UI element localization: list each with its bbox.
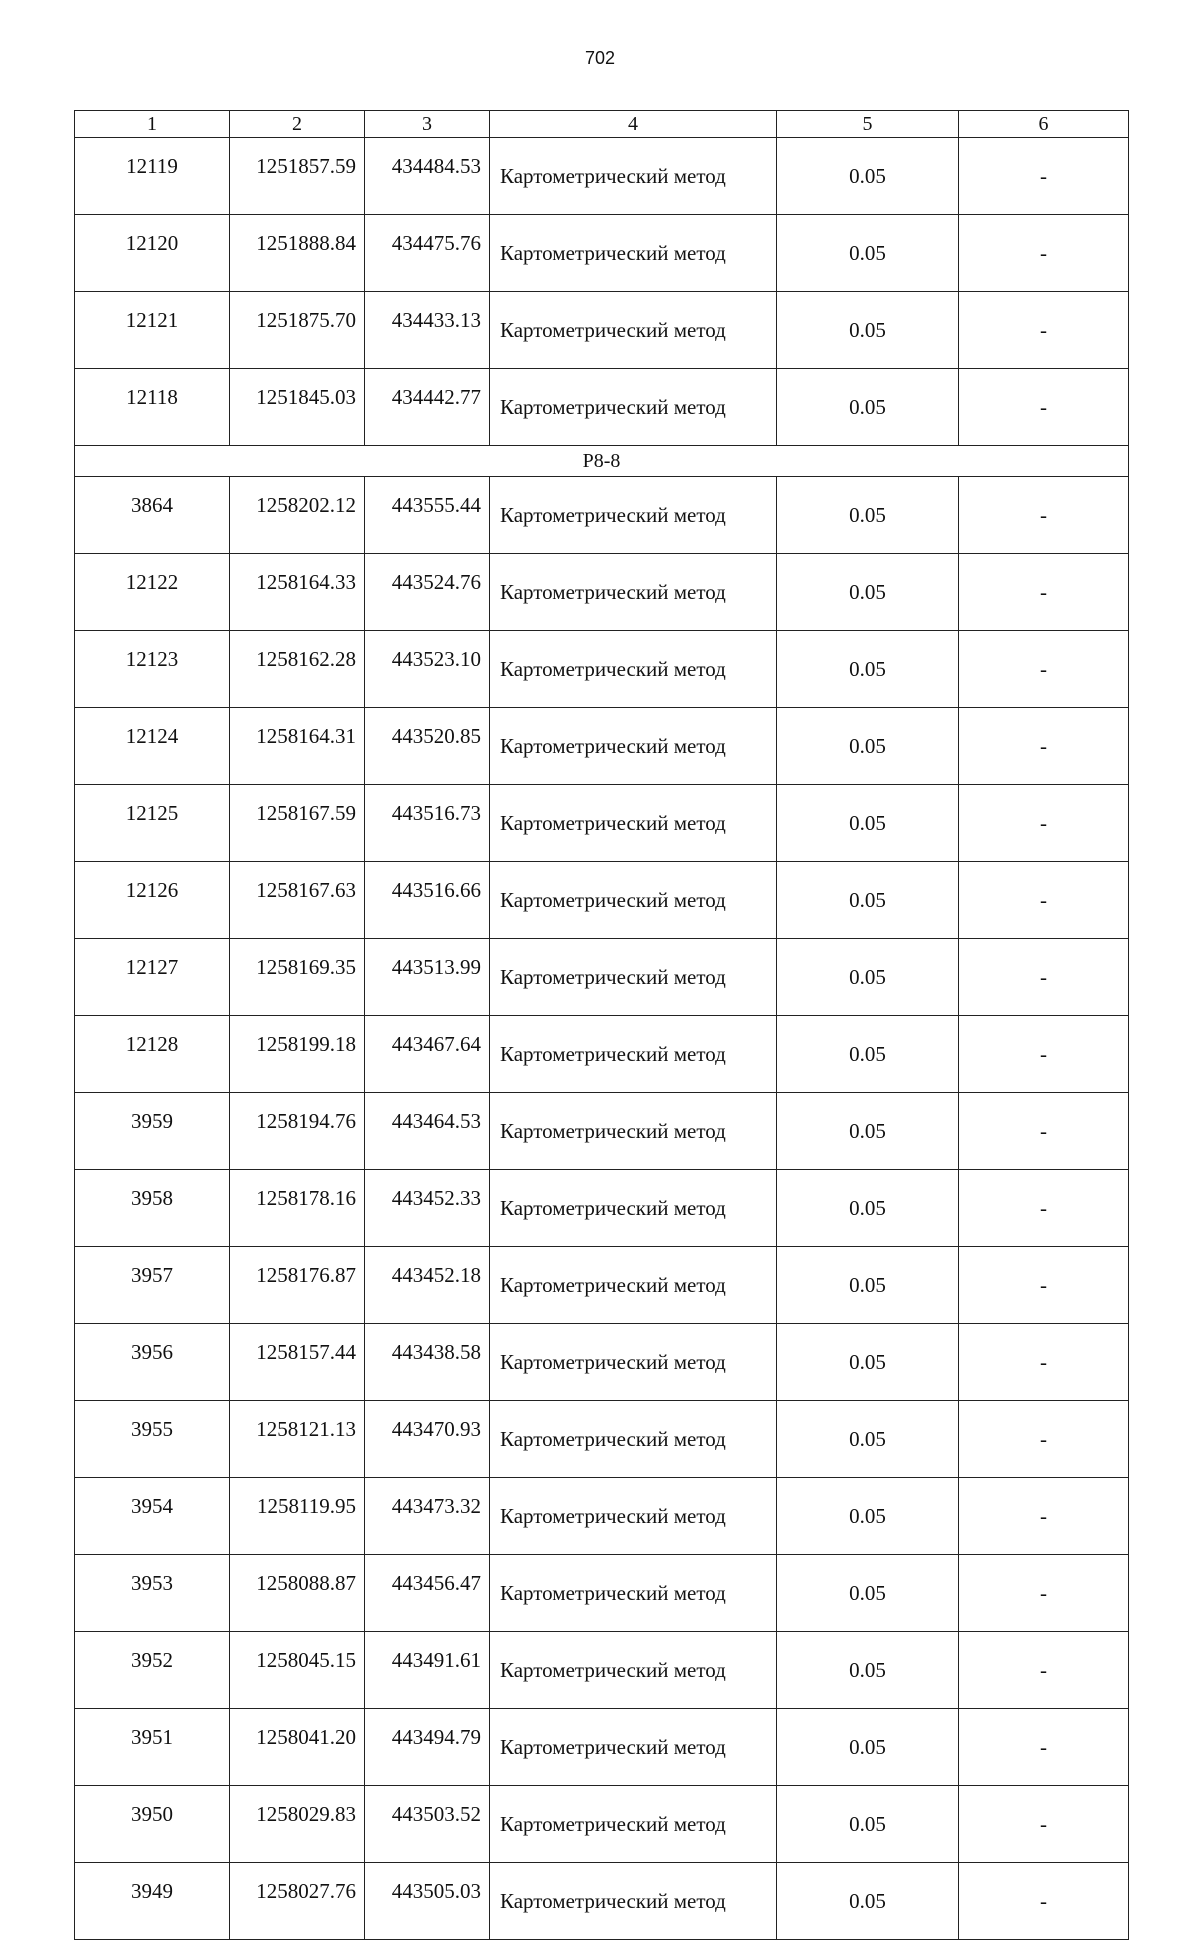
method-cell: Картометрический метод <box>490 1632 777 1709</box>
x-coordinate-cell: 1258041.20 <box>230 1709 365 1786</box>
method-cell: Картометрический метод <box>490 1555 777 1632</box>
point-number-cell: 12119 <box>75 138 230 215</box>
accuracy-cell: 0.05 <box>777 631 959 708</box>
y-coordinate-cell: 443470.93 <box>365 1401 490 1478</box>
y-coordinate-cell: 434475.76 <box>365 215 490 292</box>
y-coordinate-cell: 443494.79 <box>365 1709 490 1786</box>
accuracy-cell: 0.05 <box>777 292 959 369</box>
method-cell: Картометрический метод <box>490 1401 777 1478</box>
point-number-cell: 12120 <box>75 215 230 292</box>
x-coordinate-cell: 1258202.12 <box>230 477 365 554</box>
y-coordinate-cell: 443505.03 <box>365 1863 490 1940</box>
note-cell: - <box>959 138 1129 215</box>
table-row <box>75 1170 1129 1247</box>
method-cell: Картометрический метод <box>490 1709 777 1786</box>
note-cell: - <box>959 1016 1129 1093</box>
table-row <box>75 477 1129 554</box>
table-row <box>75 1709 1129 1786</box>
x-coordinate-cell: 1258167.59 <box>230 785 365 862</box>
x-coordinate-cell: 1258119.95 <box>230 1478 365 1555</box>
point-number-cell: 12124 <box>75 708 230 785</box>
table-row <box>75 1632 1129 1709</box>
note-cell: - <box>959 1401 1129 1478</box>
x-coordinate-cell: 1251857.59 <box>230 138 365 215</box>
method-cell: Картометрический метод <box>490 1247 777 1324</box>
accuracy-cell: 0.05 <box>777 1093 959 1170</box>
table-header-row <box>75 111 1129 138</box>
column-header: 3 <box>365 111 490 138</box>
table-body <box>75 138 1129 1940</box>
method-cell: Картометрический метод <box>490 939 777 1016</box>
accuracy-cell: 0.05 <box>777 939 959 1016</box>
method-cell: Картометрический метод <box>490 1016 777 1093</box>
accuracy-cell: 0.05 <box>777 1170 959 1247</box>
accuracy-cell: 0.05 <box>777 477 959 554</box>
accuracy-cell: 0.05 <box>777 369 959 446</box>
note-cell: - <box>959 1478 1129 1555</box>
table-row <box>75 138 1129 215</box>
page-number: 702 <box>584 48 616 68</box>
accuracy-cell: 0.05 <box>777 1247 959 1324</box>
point-number-cell: 3949 <box>75 1863 230 1940</box>
table-row <box>75 1401 1129 1478</box>
point-number-cell: 3955 <box>75 1401 230 1478</box>
x-coordinate-cell: 1258157.44 <box>230 1324 365 1401</box>
method-cell: Картометрический метод <box>490 138 777 215</box>
note-cell: - <box>959 1170 1129 1247</box>
accuracy-cell: 0.05 <box>777 862 959 939</box>
section-title: Р8-8 <box>75 446 1129 477</box>
y-coordinate-cell: 434484.53 <box>365 138 490 215</box>
y-coordinate-cell: 443520.85 <box>365 708 490 785</box>
accuracy-cell: 0.05 <box>777 1016 959 1093</box>
note-cell: - <box>959 292 1129 369</box>
y-coordinate-cell: 443456.47 <box>365 1555 490 1632</box>
table-row <box>75 554 1129 631</box>
method-cell: Картометрический метод <box>490 1863 777 1940</box>
table-row <box>75 369 1129 446</box>
accuracy-cell: 0.05 <box>777 1478 959 1555</box>
note-cell: - <box>959 862 1129 939</box>
point-number-cell: 3951 <box>75 1709 230 1786</box>
method-cell: Картометрический метод <box>490 1093 777 1170</box>
method-cell: Картометрический метод <box>490 554 777 631</box>
method-cell: Картометрический метод <box>490 369 777 446</box>
column-header: 6 <box>959 111 1129 138</box>
method-cell: Картометрический метод <box>490 292 777 369</box>
y-coordinate-cell: 443473.32 <box>365 1478 490 1555</box>
x-coordinate-cell: 1258178.16 <box>230 1170 365 1247</box>
x-coordinate-cell: 1258167.63 <box>230 862 365 939</box>
table-row <box>75 292 1129 369</box>
y-coordinate-cell: 443491.61 <box>365 1632 490 1709</box>
accuracy-cell: 0.05 <box>777 708 959 785</box>
table-row <box>75 1863 1129 1940</box>
accuracy-cell: 0.05 <box>777 1863 959 1940</box>
table-row <box>75 1786 1129 1863</box>
method-cell: Картометрический метод <box>490 708 777 785</box>
y-coordinate-cell: 443513.99 <box>365 939 490 1016</box>
accuracy-cell: 0.05 <box>777 1709 959 1786</box>
note-cell: - <box>959 1863 1129 1940</box>
accuracy-cell: 0.05 <box>777 1632 959 1709</box>
y-coordinate-cell: 443464.53 <box>365 1093 490 1170</box>
table-row <box>75 1478 1129 1555</box>
point-number-cell: 3864 <box>75 477 230 554</box>
point-number-cell: 12126 <box>75 862 230 939</box>
table-row <box>75 1247 1129 1324</box>
point-number-cell: 3950 <box>75 1786 230 1863</box>
x-coordinate-cell: 1258029.83 <box>230 1786 365 1863</box>
accuracy-cell: 0.05 <box>777 1786 959 1863</box>
point-number-cell: 12118 <box>75 369 230 446</box>
note-cell: - <box>959 1093 1129 1170</box>
point-number-cell: 3959 <box>75 1093 230 1170</box>
column-header: 5 <box>777 111 959 138</box>
point-number-cell: 12122 <box>75 554 230 631</box>
note-cell: - <box>959 1324 1129 1401</box>
table-row <box>75 1093 1129 1170</box>
y-coordinate-cell: 443523.10 <box>365 631 490 708</box>
x-coordinate-cell: 1258162.28 <box>230 631 365 708</box>
note-cell: - <box>959 631 1129 708</box>
note-cell: - <box>959 1786 1129 1863</box>
note-cell: - <box>959 785 1129 862</box>
x-coordinate-cell: 1258045.15 <box>230 1632 365 1709</box>
column-header: 1 <box>75 111 230 138</box>
point-number-cell: 3957 <box>75 1247 230 1324</box>
x-coordinate-cell: 1258199.18 <box>230 1016 365 1093</box>
method-cell: Картометрический метод <box>490 785 777 862</box>
accuracy-cell: 0.05 <box>777 215 959 292</box>
point-number-cell: 3958 <box>75 1170 230 1247</box>
method-cell: Картометрический метод <box>490 862 777 939</box>
table-row <box>75 939 1129 1016</box>
x-coordinate-cell: 1258164.33 <box>230 554 365 631</box>
method-cell: Картометрический метод <box>490 477 777 554</box>
y-coordinate-cell: 434433.13 <box>365 292 490 369</box>
method-cell: Картометрический метод <box>490 1786 777 1863</box>
table-row <box>75 862 1129 939</box>
accuracy-cell: 0.05 <box>777 138 959 215</box>
column-header: 4 <box>490 111 777 138</box>
note-cell: - <box>959 1709 1129 1786</box>
note-cell: - <box>959 554 1129 631</box>
point-number-cell: 3952 <box>75 1632 230 1709</box>
table-row <box>75 631 1129 708</box>
point-number-cell: 12123 <box>75 631 230 708</box>
note-cell: - <box>959 1632 1129 1709</box>
x-coordinate-cell: 1258169.35 <box>230 939 365 1016</box>
point-number-cell: 3954 <box>75 1478 230 1555</box>
y-coordinate-cell: 443516.66 <box>365 862 490 939</box>
y-coordinate-cell: 443516.73 <box>365 785 490 862</box>
method-cell: Картометрический метод <box>490 1478 777 1555</box>
point-number-cell: 3956 <box>75 1324 230 1401</box>
y-coordinate-cell: 443438.58 <box>365 1324 490 1401</box>
table-row <box>75 708 1129 785</box>
x-coordinate-cell: 1251875.70 <box>230 292 365 369</box>
method-cell: Картометрический метод <box>490 1324 777 1401</box>
x-coordinate-cell: 1251888.84 <box>230 215 365 292</box>
x-coordinate-cell: 1258176.87 <box>230 1247 365 1324</box>
accuracy-cell: 0.05 <box>777 1555 959 1632</box>
method-cell: Картометрический метод <box>490 631 777 708</box>
table-row <box>75 1324 1129 1401</box>
section-title-row <box>75 446 1129 477</box>
table-row <box>75 215 1129 292</box>
note-cell: - <box>959 477 1129 554</box>
point-number-cell: 12121 <box>75 292 230 369</box>
x-coordinate-cell: 1258164.31 <box>230 708 365 785</box>
column-header: 2 <box>230 111 365 138</box>
method-cell: Картометрический метод <box>490 215 777 292</box>
y-coordinate-cell: 443467.64 <box>365 1016 490 1093</box>
point-number-cell: 12128 <box>75 1016 230 1093</box>
y-coordinate-cell: 443524.76 <box>365 554 490 631</box>
point-number-cell: 3953 <box>75 1555 230 1632</box>
accuracy-cell: 0.05 <box>777 1324 959 1401</box>
method-cell: Картометрический метод <box>490 1170 777 1247</box>
table-row <box>75 1016 1129 1093</box>
note-cell: - <box>959 369 1129 446</box>
accuracy-cell: 0.05 <box>777 554 959 631</box>
note-cell: - <box>959 939 1129 1016</box>
accuracy-cell: 0.05 <box>777 1401 959 1478</box>
table-row <box>75 785 1129 862</box>
coordinates-table <box>74 110 1129 1940</box>
y-coordinate-cell: 443452.18 <box>365 1247 490 1324</box>
note-cell: - <box>959 1247 1129 1324</box>
x-coordinate-cell: 1251845.03 <box>230 369 365 446</box>
y-coordinate-cell: 443555.44 <box>365 477 490 554</box>
x-coordinate-cell: 1258088.87 <box>230 1555 365 1632</box>
accuracy-cell: 0.05 <box>777 785 959 862</box>
y-coordinate-cell: 434442.77 <box>365 369 490 446</box>
note-cell: - <box>959 708 1129 785</box>
x-coordinate-cell: 1258121.13 <box>230 1401 365 1478</box>
point-number-cell: 12125 <box>75 785 230 862</box>
table-row <box>75 1555 1129 1632</box>
x-coordinate-cell: 1258194.76 <box>230 1093 365 1170</box>
note-cell: - <box>959 1555 1129 1632</box>
y-coordinate-cell: 443452.33 <box>365 1170 490 1247</box>
y-coordinate-cell: 443503.52 <box>365 1786 490 1863</box>
note-cell: - <box>959 215 1129 292</box>
x-coordinate-cell: 1258027.76 <box>230 1863 365 1940</box>
point-number-cell: 12127 <box>75 939 230 1016</box>
